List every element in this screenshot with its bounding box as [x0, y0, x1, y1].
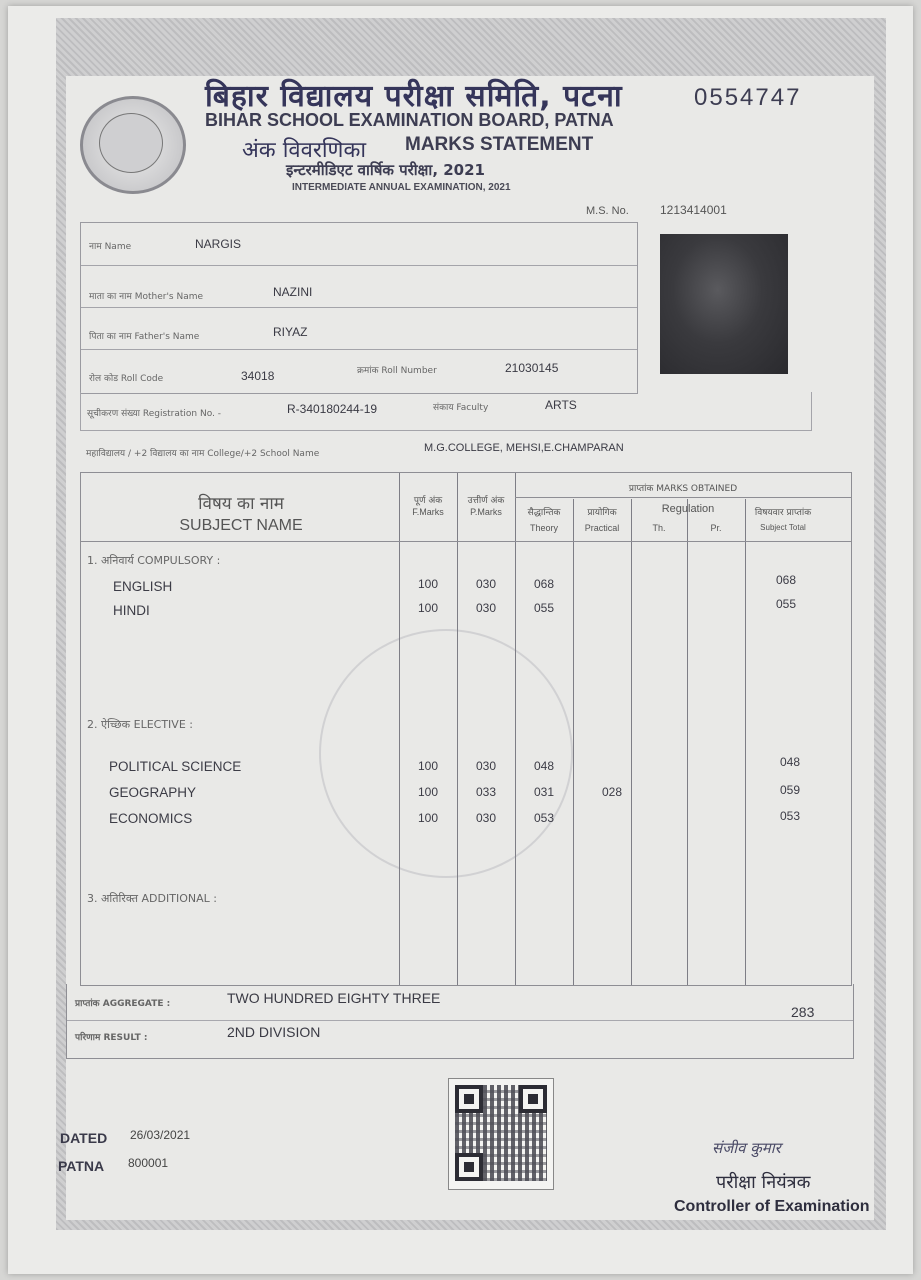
aggregate-total: 283	[791, 1004, 815, 1020]
aggregate-label: प्राप्तांक AGGREGATE :	[75, 999, 171, 1009]
theory-marks: 068	[533, 577, 555, 591]
full-marks: 100	[417, 577, 439, 591]
exam-name-hindi: इन्टरमीडिएट वार्षिक परीक्षा, 2021	[286, 161, 485, 179]
pass-marks-header-hindi: उत्तीर्ण अंक	[467, 496, 505, 506]
pass-marks: 033	[475, 785, 497, 799]
theory-marks: 048	[533, 759, 555, 773]
registration-label: सूचीकरण संख्या Registration No. -	[87, 409, 222, 419]
aggregate-block	[66, 984, 854, 1059]
elective-section-label: 2. ऐच्छिक ELECTIVE :	[87, 718, 193, 731]
qr-code	[448, 1078, 554, 1190]
theory-header: Theory	[529, 523, 558, 533]
roll-code-label: रोल कोड Roll Code	[89, 374, 164, 384]
ms-no-value: 1213414001	[660, 203, 727, 217]
pass-marks-header: P.Marks	[470, 507, 502, 517]
board-name-english: BIHAR SCHOOL EXAMINATION BOARD, PATNA	[205, 110, 614, 130]
subject-total-header-hindi: विषयवार प्राप्तांक	[754, 508, 812, 518]
theory-marks: 055	[533, 601, 555, 615]
subject-name: ECONOMICS	[109, 811, 193, 826]
full-marks: 100	[417, 759, 439, 773]
college-label: महाविद्यालय / +2 विद्यालय का नाम College/+2 School Name	[86, 449, 320, 459]
dated-value: 26/03/2021	[130, 1128, 191, 1142]
practical-marks: 028	[601, 785, 623, 799]
subject-name: HINDI	[113, 603, 150, 618]
full-marks: 100	[417, 601, 439, 615]
candidate-info-block	[80, 222, 638, 394]
signature: संजीव कुमार	[712, 1139, 781, 1157]
faculty-value: ARTS	[545, 398, 577, 412]
regulation-practical-header: Pr.	[710, 523, 722, 533]
subject-name: POLITICAL SCIENCE	[109, 759, 242, 774]
subject-name: GEOGRAPHY	[109, 785, 197, 800]
father-name: RIYAZ	[273, 325, 308, 339]
regulation-header: Regulation	[661, 503, 715, 515]
roll-code: 34018	[241, 369, 275, 383]
subject-total: 048	[779, 755, 801, 769]
serial-number: 0554747	[694, 84, 802, 111]
board-name-hindi: बिहार विद्यालय परीक्षा समिति, पटना	[205, 79, 623, 114]
statement-title-english: MARKS STATEMENT	[405, 134, 594, 155]
roll-number-label: क्रमांक Roll Number	[357, 366, 437, 376]
theory-marks: 031	[533, 785, 555, 799]
place-code: 800001	[128, 1156, 169, 1170]
watermark-seal	[319, 629, 573, 878]
board-seal-logo	[80, 96, 186, 194]
name-label: नाम Name	[89, 242, 132, 252]
regulation-theory-header: Th.	[652, 523, 666, 533]
pass-marks: 030	[475, 577, 497, 591]
mother-name-label: माता का नाम Mother's Name	[89, 292, 204, 302]
statement-title-hindi: अंक विवरणिका	[242, 138, 367, 163]
pass-marks: 030	[475, 601, 497, 615]
subject-total: 068	[775, 573, 797, 587]
subject-total: 053	[779, 809, 801, 823]
marks-table	[80, 472, 852, 986]
aggregate-words: TWO HUNDRED EIGHTY THREE	[227, 990, 441, 1006]
result-label: परिणाम RESULT :	[75, 1033, 148, 1043]
controller-title-english: Controller of Examination	[674, 1198, 870, 1215]
faculty-label: संकाय Faculty	[433, 403, 489, 413]
pass-marks: 030	[475, 811, 497, 825]
candidate-photo	[660, 234, 788, 374]
place-label: PATNA	[58, 1158, 105, 1174]
practical-header: Practical	[584, 523, 620, 533]
marks-obtained-header: प्राप्तांक MARKS OBTAINED	[628, 484, 738, 494]
mother-name: NAZINI	[273, 285, 313, 299]
theory-marks: 053	[533, 811, 555, 825]
practical-header-hindi: प्रायोगिक	[587, 508, 617, 518]
subject-total: 059	[779, 783, 801, 797]
subject-total-header: Subject Total	[760, 523, 806, 532]
pass-marks: 030	[475, 759, 497, 773]
registration-row	[80, 392, 812, 431]
subject-header-english: SUBJECT NAME	[179, 517, 303, 534]
subject-header-hindi: विषय का नाम	[198, 494, 284, 514]
additional-section-label: 3. अतिरिक्त ADDITIONAL :	[87, 892, 217, 905]
college-row	[80, 430, 820, 473]
controller-title-hindi: परीक्षा नियंत्रक	[716, 1172, 811, 1193]
roll-number: 21030145	[505, 361, 559, 375]
full-marks-header: F.Marks	[412, 507, 444, 517]
ms-no-label: M.S. No.	[586, 205, 629, 217]
candidate-name: NARGIS	[195, 237, 242, 251]
theory-header-hindi: सैद्धान्तिक	[527, 508, 561, 518]
full-marks-header-hindi: पूर्ण अंक	[413, 496, 443, 506]
compulsory-section-label: 1. अनिवार्य COMPULSORY :	[87, 554, 221, 567]
result-value: 2ND DIVISION	[227, 1024, 321, 1040]
college-name: M.G.COLLEGE, MEHSI,E.CHAMPARAN	[424, 442, 624, 454]
full-marks: 100	[417, 811, 439, 825]
full-marks: 100	[417, 785, 439, 799]
subject-total: 055	[775, 597, 797, 611]
dated-label: DATED	[60, 1130, 108, 1146]
exam-name-english: INTERMEDIATE ANNUAL EXAMINATION, 2021	[292, 182, 511, 193]
subject-name: ENGLISH	[113, 579, 173, 594]
registration-number: R-340180244-19	[287, 402, 378, 416]
father-name-label: पिता का नाम Father's Name	[89, 332, 200, 342]
